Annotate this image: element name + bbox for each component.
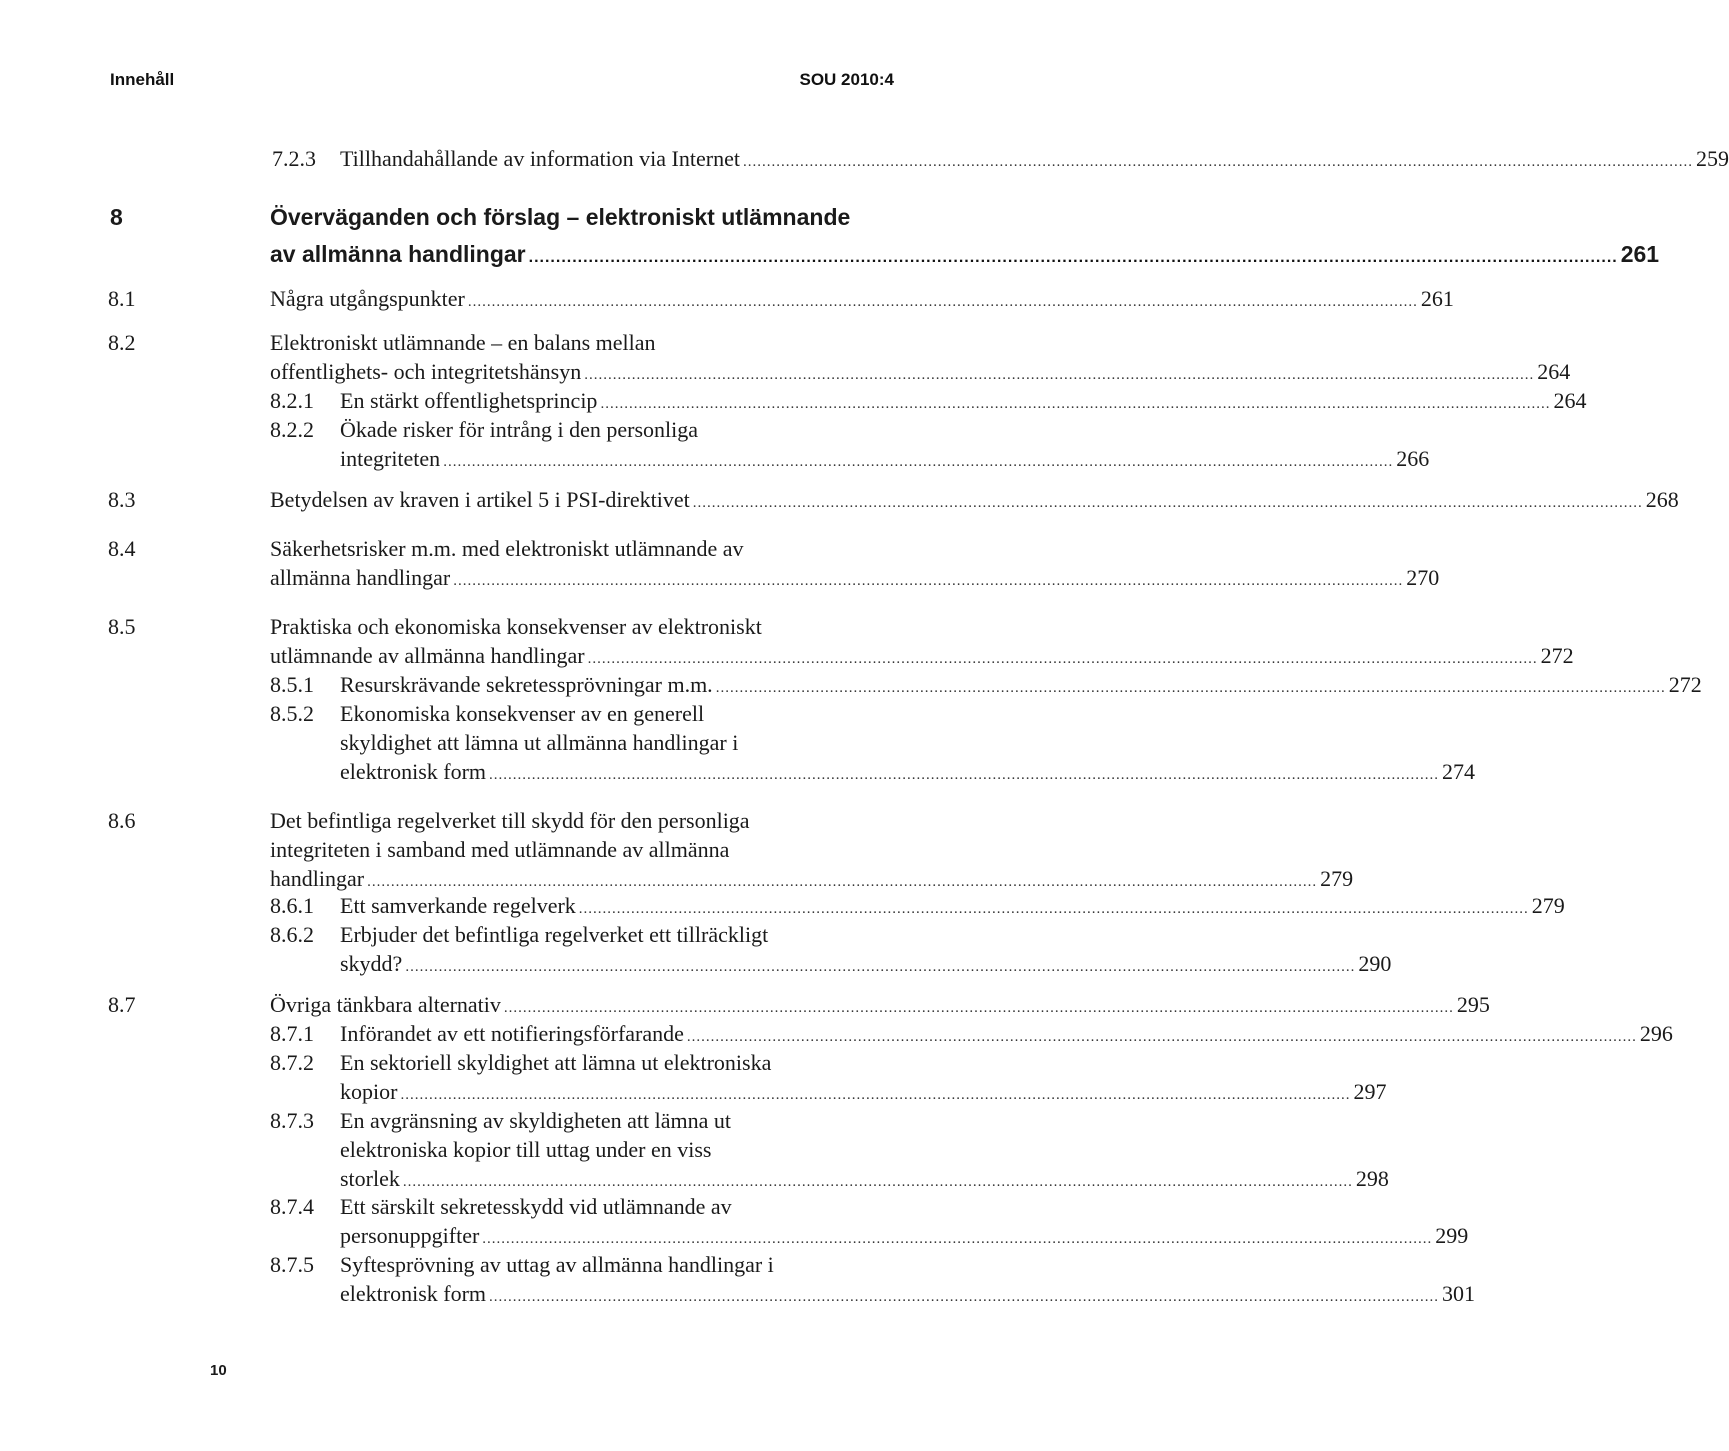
- toc-entry-line: [0, 669, 1702, 701]
- toc-entry-page: 298: [1355, 1166, 1389, 1191]
- toc-entry-title: offentlighets- och integritetshänsyn: [270, 359, 582, 384]
- toc-entry-title: Det befintliga regelverket till skydd för den personliga: [270, 808, 750, 833]
- toc-entry-page: 261: [1420, 286, 1454, 311]
- toc-entry-line: [0, 611, 960, 643]
- toc-entry-page: 301: [1442, 1281, 1476, 1306]
- toc-entry-title: Ett särskilt sekretesskydd vid utlämnande av: [340, 1194, 732, 1219]
- toc-entry-leader-row: [340, 756, 1476, 791]
- running-header-document-id: SOU 2010:4: [799, 70, 894, 89]
- dot-leader: ........................................................................................................................................................................................................: [405, 959, 1356, 975]
- dot-leader: ........................................................................................................................................................................................................: [402, 1174, 1353, 1190]
- toc-entry-page: 264: [1537, 359, 1571, 384]
- toc-entry-line: [0, 805, 960, 837]
- toc-entry-number: 8.7.5: [270, 1252, 314, 1277]
- toc-entry-title: Tillhandahållande av information via Internet: [340, 146, 740, 171]
- toc-entry-title: Ekonomiska konsekvenser av en generell: [340, 701, 705, 726]
- toc-entry-page: 279: [1320, 866, 1354, 891]
- toc-entry-line: [0, 834, 960, 866]
- toc-entry-page: 290: [1358, 951, 1392, 976]
- toc-entry-title: Överväganden och förslag – elektroniskt utlämnande: [270, 204, 851, 230]
- toc-entry-title: Betydelsen av kraven i artikel 5 i PSI-direktivet: [270, 487, 690, 512]
- toc-entry-leader-row: [270, 484, 1679, 519]
- toc-entry-number: 8.2: [108, 330, 136, 355]
- toc-entry-leader-row: [340, 1278, 1476, 1313]
- dot-leader: ........................................................................................................................................................................................................: [715, 680, 1666, 696]
- toc-entry-title: elektronisk form: [340, 759, 487, 784]
- toc-entry-page: 279: [1531, 893, 1565, 918]
- toc-entry-title: En avgränsning av skyldigheten att lämna ut: [340, 1108, 732, 1133]
- toc-entry-leader-row: [340, 443, 1430, 478]
- toc-entry-line: [0, 890, 1565, 922]
- toc-entry-number: 8.6.2: [270, 922, 314, 947]
- toc-entry-title: Syftesprövning av uttag av allmänna handlingar i: [340, 1252, 774, 1277]
- toc-entry-number: 8.1: [108, 286, 136, 311]
- toc-entry-line: [0, 1191, 960, 1223]
- toc-entry-page: 272: [1668, 672, 1702, 697]
- dot-leader: ........................................................................................................................................................................................................: [467, 294, 1418, 310]
- toc-entry-title: Ökade risker för intrång i den personliga: [340, 417, 698, 442]
- toc-entry-title: kopior: [340, 1079, 398, 1104]
- toc-entry-line: [0, 727, 960, 759]
- dot-leader: ........................................................................................................................................................................................................: [587, 651, 1538, 667]
- toc-entry-line: [0, 1220, 1469, 1252]
- toc-entry-leader-row: [270, 238, 1660, 274]
- toc-entry-number: 8.5: [108, 614, 136, 639]
- toc-entry-title: handlingar: [270, 866, 365, 891]
- toc-entry-number: 8.7.4: [270, 1194, 314, 1219]
- toc-entry-page: 264: [1553, 388, 1587, 413]
- toc-entry-title: En stärkt offentlighetsprincip: [340, 388, 598, 413]
- toc-entry-line: [0, 698, 960, 730]
- toc-entry-line: [0, 143, 1729, 175]
- toc-entry-title: personuppgifter: [340, 1223, 480, 1248]
- toc-entry-page: 295: [1456, 992, 1490, 1017]
- toc-entry-line: [0, 1134, 960, 1166]
- toc-entry-line: [0, 989, 1490, 1021]
- toc-entry-line: [0, 948, 1392, 980]
- toc-entry-page: 259: [1695, 146, 1729, 171]
- toc-entry-line: [0, 385, 1587, 417]
- toc-entry-line: [0, 1105, 960, 1137]
- toc-entry-number: 8.6.1: [270, 893, 314, 918]
- toc-entry-title: Praktiska och ekonomiska konsekvenser av elektroniskt: [270, 614, 762, 639]
- toc-entry-line: [0, 283, 1454, 315]
- toc-entry-number: 7.2.3: [272, 146, 316, 171]
- toc-entry-title: Elektroniskt utlämnande – en balans mellan: [270, 330, 656, 355]
- dot-leader: ........................................................................................................................................................................................................: [528, 249, 1618, 266]
- dot-leader: ........................................................................................................................................................................................................: [584, 367, 1535, 383]
- toc-entry-number: 8.2.1: [270, 388, 314, 413]
- toc-entry-number: 8.3: [108, 487, 136, 512]
- page-number: 10: [210, 1362, 227, 1379]
- toc-entry-leader-row: [270, 562, 1440, 597]
- toc-entry-line: [0, 562, 1440, 594]
- dot-leader: ........................................................................................................................................................................................................: [400, 1087, 1351, 1103]
- toc-entry-line: [0, 533, 960, 565]
- toc-entry-title: Erbjuder det befintliga regelverket ett tillräckligt: [340, 922, 769, 947]
- toc-entry-page: 272: [1540, 643, 1574, 668]
- toc-entry-page: 296: [1639, 1021, 1673, 1046]
- dot-leader: ........................................................................................................................................................................................................: [489, 1289, 1440, 1305]
- toc-entry-title: utlämnande av allmänna handlingar: [270, 643, 585, 668]
- toc-entry-line: [0, 484, 1679, 516]
- toc-entry-line: [0, 201, 960, 233]
- toc-entry-page: 270: [1406, 565, 1440, 590]
- dot-leader: ........................................................................................................................................................................................................: [482, 1231, 1433, 1247]
- toc-entry-line: [0, 1047, 960, 1079]
- toc-entry-line: [0, 1018, 1673, 1050]
- toc-entry-line: [0, 1076, 1387, 1108]
- toc-entry-number: 8.5.2: [270, 701, 314, 726]
- toc-entry-title: storlek: [340, 1166, 400, 1191]
- toc-entry-title: skydd?: [340, 951, 403, 976]
- toc-entry-line: [0, 443, 1430, 475]
- toc-entry-title: Ett samverkande regelverk: [340, 893, 576, 918]
- toc-entry-line: [0, 756, 1476, 788]
- dot-leader: ........................................................................................................................................................................................................: [692, 495, 1643, 511]
- toc-entry-number: 8.7.1: [270, 1021, 314, 1046]
- dot-leader: ........................................................................................................................................................................................................: [489, 767, 1440, 783]
- toc-entry-number: 8.6: [108, 808, 136, 833]
- dot-leader: ........................................................................................................................................................................................................: [503, 1000, 1454, 1016]
- dot-leader: ........................................................................................................................................................................................................: [578, 901, 1529, 917]
- toc-entry-title: Övriga tänkbara alternativ: [270, 992, 501, 1017]
- dot-leader: ........................................................................................................................................................................................................: [742, 154, 1693, 170]
- toc-entry-line: [0, 1278, 1476, 1310]
- toc-entry-leader-row: [270, 283, 1454, 318]
- dot-leader: ........................................................................................................................................................................................................: [367, 874, 1318, 890]
- toc-entry-line: [0, 238, 1660, 270]
- toc-entry-line: [0, 356, 1571, 388]
- toc-entry-title: Resurskrävande sekretessprövningar m.m.: [340, 672, 713, 697]
- toc-entry-page: 297: [1353, 1079, 1387, 1104]
- dot-leader: ........................................................................................................................................................................................................: [600, 396, 1551, 412]
- toc-entry-line: [0, 1249, 960, 1281]
- toc-entry-title: Införandet av ett notifieringsförfarande: [340, 1021, 684, 1046]
- toc-entry-page: 274: [1442, 759, 1476, 784]
- toc-entry-page: 299: [1435, 1223, 1469, 1248]
- toc-entry-leader-row: [340, 948, 1392, 983]
- running-header-section: Innehåll: [110, 70, 175, 89]
- toc-entry-title: integriteten i samband med utlämnande av allmänna: [270, 837, 730, 862]
- toc-entry-title: av allmänna handlingar: [270, 241, 526, 267]
- toc-entry-line: [0, 327, 960, 359]
- toc-entry-title: Säkerhetsrisker m.m. med elektroniskt utlämnande av: [270, 536, 744, 561]
- toc-entry-title: elektronisk form: [340, 1281, 487, 1306]
- toc-entry-line: [0, 919, 960, 951]
- dot-leader: ........................................................................................................................................................................................................: [453, 573, 1404, 589]
- toc-entry-page: 268: [1645, 487, 1679, 512]
- toc-entry-line: [0, 414, 960, 446]
- toc-entry-number: 8.4: [108, 536, 136, 561]
- toc-entry-number: 8.5.1: [270, 672, 314, 697]
- toc-entry-title: Några utgångspunkter: [270, 286, 465, 311]
- toc-entry-title: elektroniska kopior till uttag under en viss: [340, 1137, 712, 1162]
- toc-entry-number: 8.7.2: [270, 1050, 314, 1075]
- toc-entry-leader-row: [340, 143, 1729, 178]
- toc-entry-title: skyldighet att lämna ut allmänna handlingar i: [340, 730, 739, 755]
- toc-entry-number: 8: [110, 204, 123, 230]
- toc-entry-line: [0, 640, 1574, 672]
- toc-entry-number: 8.2.2: [270, 417, 314, 442]
- toc-entry-number: 8.7: [108, 992, 136, 1017]
- toc-entry-page: 266: [1396, 446, 1430, 471]
- toc-entry-title: allmänna handlingar: [270, 565, 451, 590]
- dot-leader: ........................................................................................................................................................................................................: [443, 454, 1394, 470]
- toc-entry-number: 8.7.3: [270, 1108, 314, 1133]
- toc-entry-title: integriteten: [340, 446, 441, 471]
- dot-leader: ........................................................................................................................................................................................................: [686, 1029, 1637, 1045]
- toc-entry-page: 261: [1620, 241, 1660, 267]
- toc-entry-title: En sektoriell skyldighet att lämna ut elektroniska: [340, 1050, 772, 1075]
